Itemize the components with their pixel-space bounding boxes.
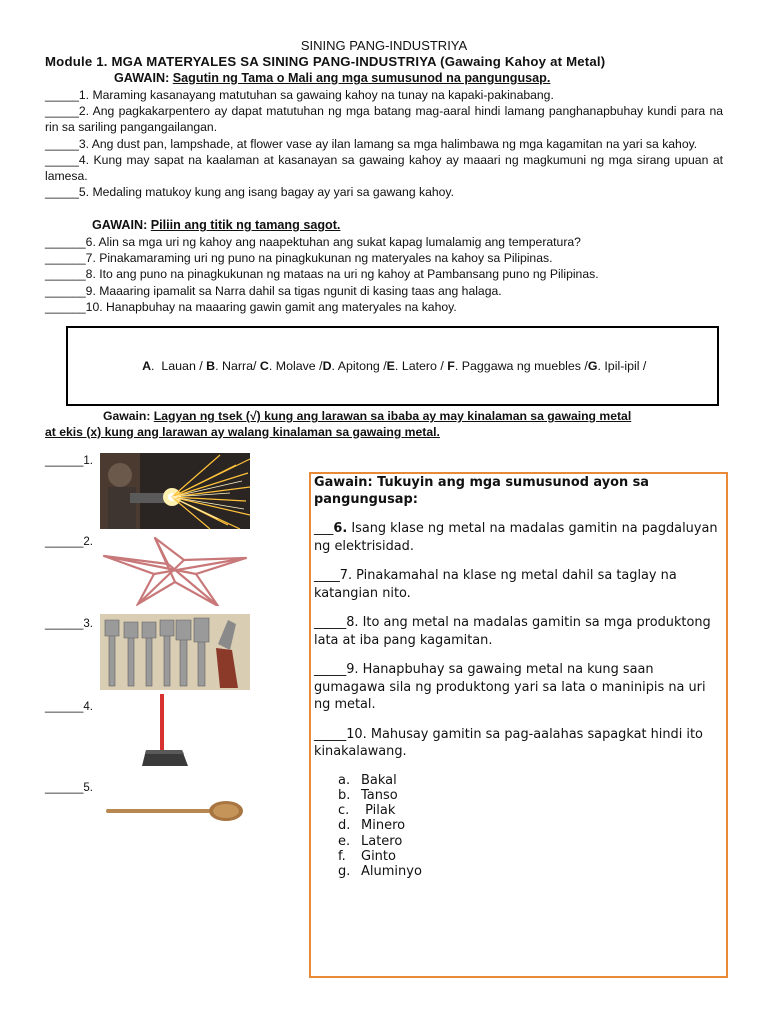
tsek-instruction-1: Lagyan ng tsek (√) kung ang larawan sa ibaba ay may kinalaman sa gawaing metal <box>153 409 632 423</box>
dustpan-image <box>100 692 250 772</box>
metal-choice: b. Tanso <box>338 787 398 803</box>
mc-item-10: ______10. Hanapbuhay na maaaring gawin gamit ang materyales na kahoy. <box>45 299 457 314</box>
wood-choice: E. Latero / <box>386 359 444 373</box>
mc-instruction: Piliin ang titik ng tamang sagot. <box>150 218 341 232</box>
mc-item-8: ______8. Ito ang puno na pinagkukunan ng mataas na uri ng kahoy at Pambansang puno ng Pilipinas. <box>45 267 599 282</box>
tf-heading-label: GAWAIN: <box>114 71 170 85</box>
metal-item-6: ___6. Isang klase ng metal na madalas gamitin na pagdaluyan ng elektrisidad. <box>314 521 718 554</box>
metal-choice: a. Bakal <box>338 772 397 788</box>
wood-choices-box <box>66 326 719 406</box>
pic-item-5-label: ______5. <box>45 782 93 794</box>
page-title: SINING PANG-INDUSTRIYA <box>300 38 468 53</box>
forks-image <box>100 614 250 690</box>
welding-sparks-image <box>100 453 250 529</box>
tf-instruction: Sagutin ng Tama o Mali ang mga sumusunod na pangungusap. <box>172 71 551 85</box>
mc-item-6: ______6. Alin sa mga uri ng kahoy ang naapektuhan ang sukat kapag lumalamig ang temperatura? <box>45 235 581 249</box>
mc-heading-label: GAWAIN: <box>92 218 148 232</box>
tf-item-4: _____4. Kung may sapat na kaalaman at kasanayan sa gawaing kahoy ay maaari ng magkumuni ng mga sirang upuan at lamesa. <box>45 152 723 184</box>
tf-item-3: _____3. Ang dust pan, lampshade, at flower vase ay ilan lamang sa mga halimbawa ng mga kagamitan na yari sa kahoy. <box>45 136 698 151</box>
mc-list <box>45 234 723 315</box>
metal-choice: c. Pilak <box>338 803 396 819</box>
metal-item-9: _____9. Hanapbuhay sa gawaing metal na kung saan gumagawa sila ng produktong yari sa lata o maninipis na uri ng metal. <box>314 662 706 712</box>
tf-item-5: _____5. Medaling matukoy kung ang isang bagay ay yari sa gawang kahoy. <box>45 185 455 200</box>
wood-choice: F. Paggawa ng muebles / <box>447 359 588 373</box>
tsek-instruction-2: at ekis (x) kung ang larawan ay walang kinalaman sa gawaing metal. <box>45 424 440 439</box>
pic-item-1-label: ______1. <box>45 455 93 467</box>
tf-item-2: _____2. Ang pagkakarpentero ay dapat matutuhan ng mga batang mag-aaral hindi lamang panghanapbuhay kundi para na rin sa sariling pangangailangan. <box>45 104 723 135</box>
metal-choice: d. Minero <box>338 818 406 834</box>
metal-choice: e. Latero <box>338 833 403 849</box>
wood-choice: G. Ipil-ipil / <box>587 359 647 373</box>
tf-item-1: _____1. Maraming kasanayang matutuhan sa gawaing kahoy na tunay na kapaki-pakinabang. <box>45 88 554 102</box>
metal-star-frame-image <box>100 534 250 606</box>
wood-choice: B. Narra/ <box>206 359 257 373</box>
wood-choice: A. Lauan / <box>142 359 203 373</box>
mc-heading <box>92 218 340 232</box>
tsek-heading-label: Gawain: <box>103 409 151 423</box>
wood-choice: D. Apitong / <box>322 359 387 373</box>
metal-choice: g. Aluminyo <box>338 864 422 880</box>
metal-choice: f. Ginto <box>338 848 396 864</box>
metal-item-8: _____8. Ito ang metal na madalas gamitin sa mga produktong lata at iba pang kagamitan. <box>314 615 711 648</box>
mc-item-7: ______7. Pinakamaraming uri ng puno na pinagkukunan ng materyales na kahoy sa Pilipinas. <box>45 251 553 266</box>
pic-item-3-label: ______3. <box>45 618 93 630</box>
metal-choices-list <box>338 773 722 880</box>
metal-item-7: ____7. Pinakamahal na klase ng metal dahil sa taglay na katangian nito. <box>314 568 677 601</box>
wooden-spoon-image <box>100 788 250 834</box>
metal-section-title: Gawain: Tukuyin ang mga sumusunod ayon sa pangungusap: <box>314 475 650 507</box>
pic-item-4-label: ______4. <box>45 701 93 713</box>
metal-item-10: _____10. Mahusay gamitin sa pag-aalahas sapagkat hindi ito kinakalawang. <box>314 726 703 759</box>
mc-item-9: ______9. Maaaring ipamalit sa Narra dahil sa tigas ngunit di kasing taas ang halaga. <box>45 283 502 298</box>
tsek-heading <box>45 409 723 440</box>
pic-item-2-label: ______2. <box>45 536 93 548</box>
tf-heading <box>114 71 550 85</box>
tf-list <box>45 87 723 200</box>
module-title: Module 1. MGA MATERYALES SA SINING PANG-INDUSTRIYA (Gawaing Kahoy at Metal) <box>45 54 606 69</box>
metal-identification-box <box>309 472 728 978</box>
wood-choice: C. Molave / <box>259 359 323 373</box>
